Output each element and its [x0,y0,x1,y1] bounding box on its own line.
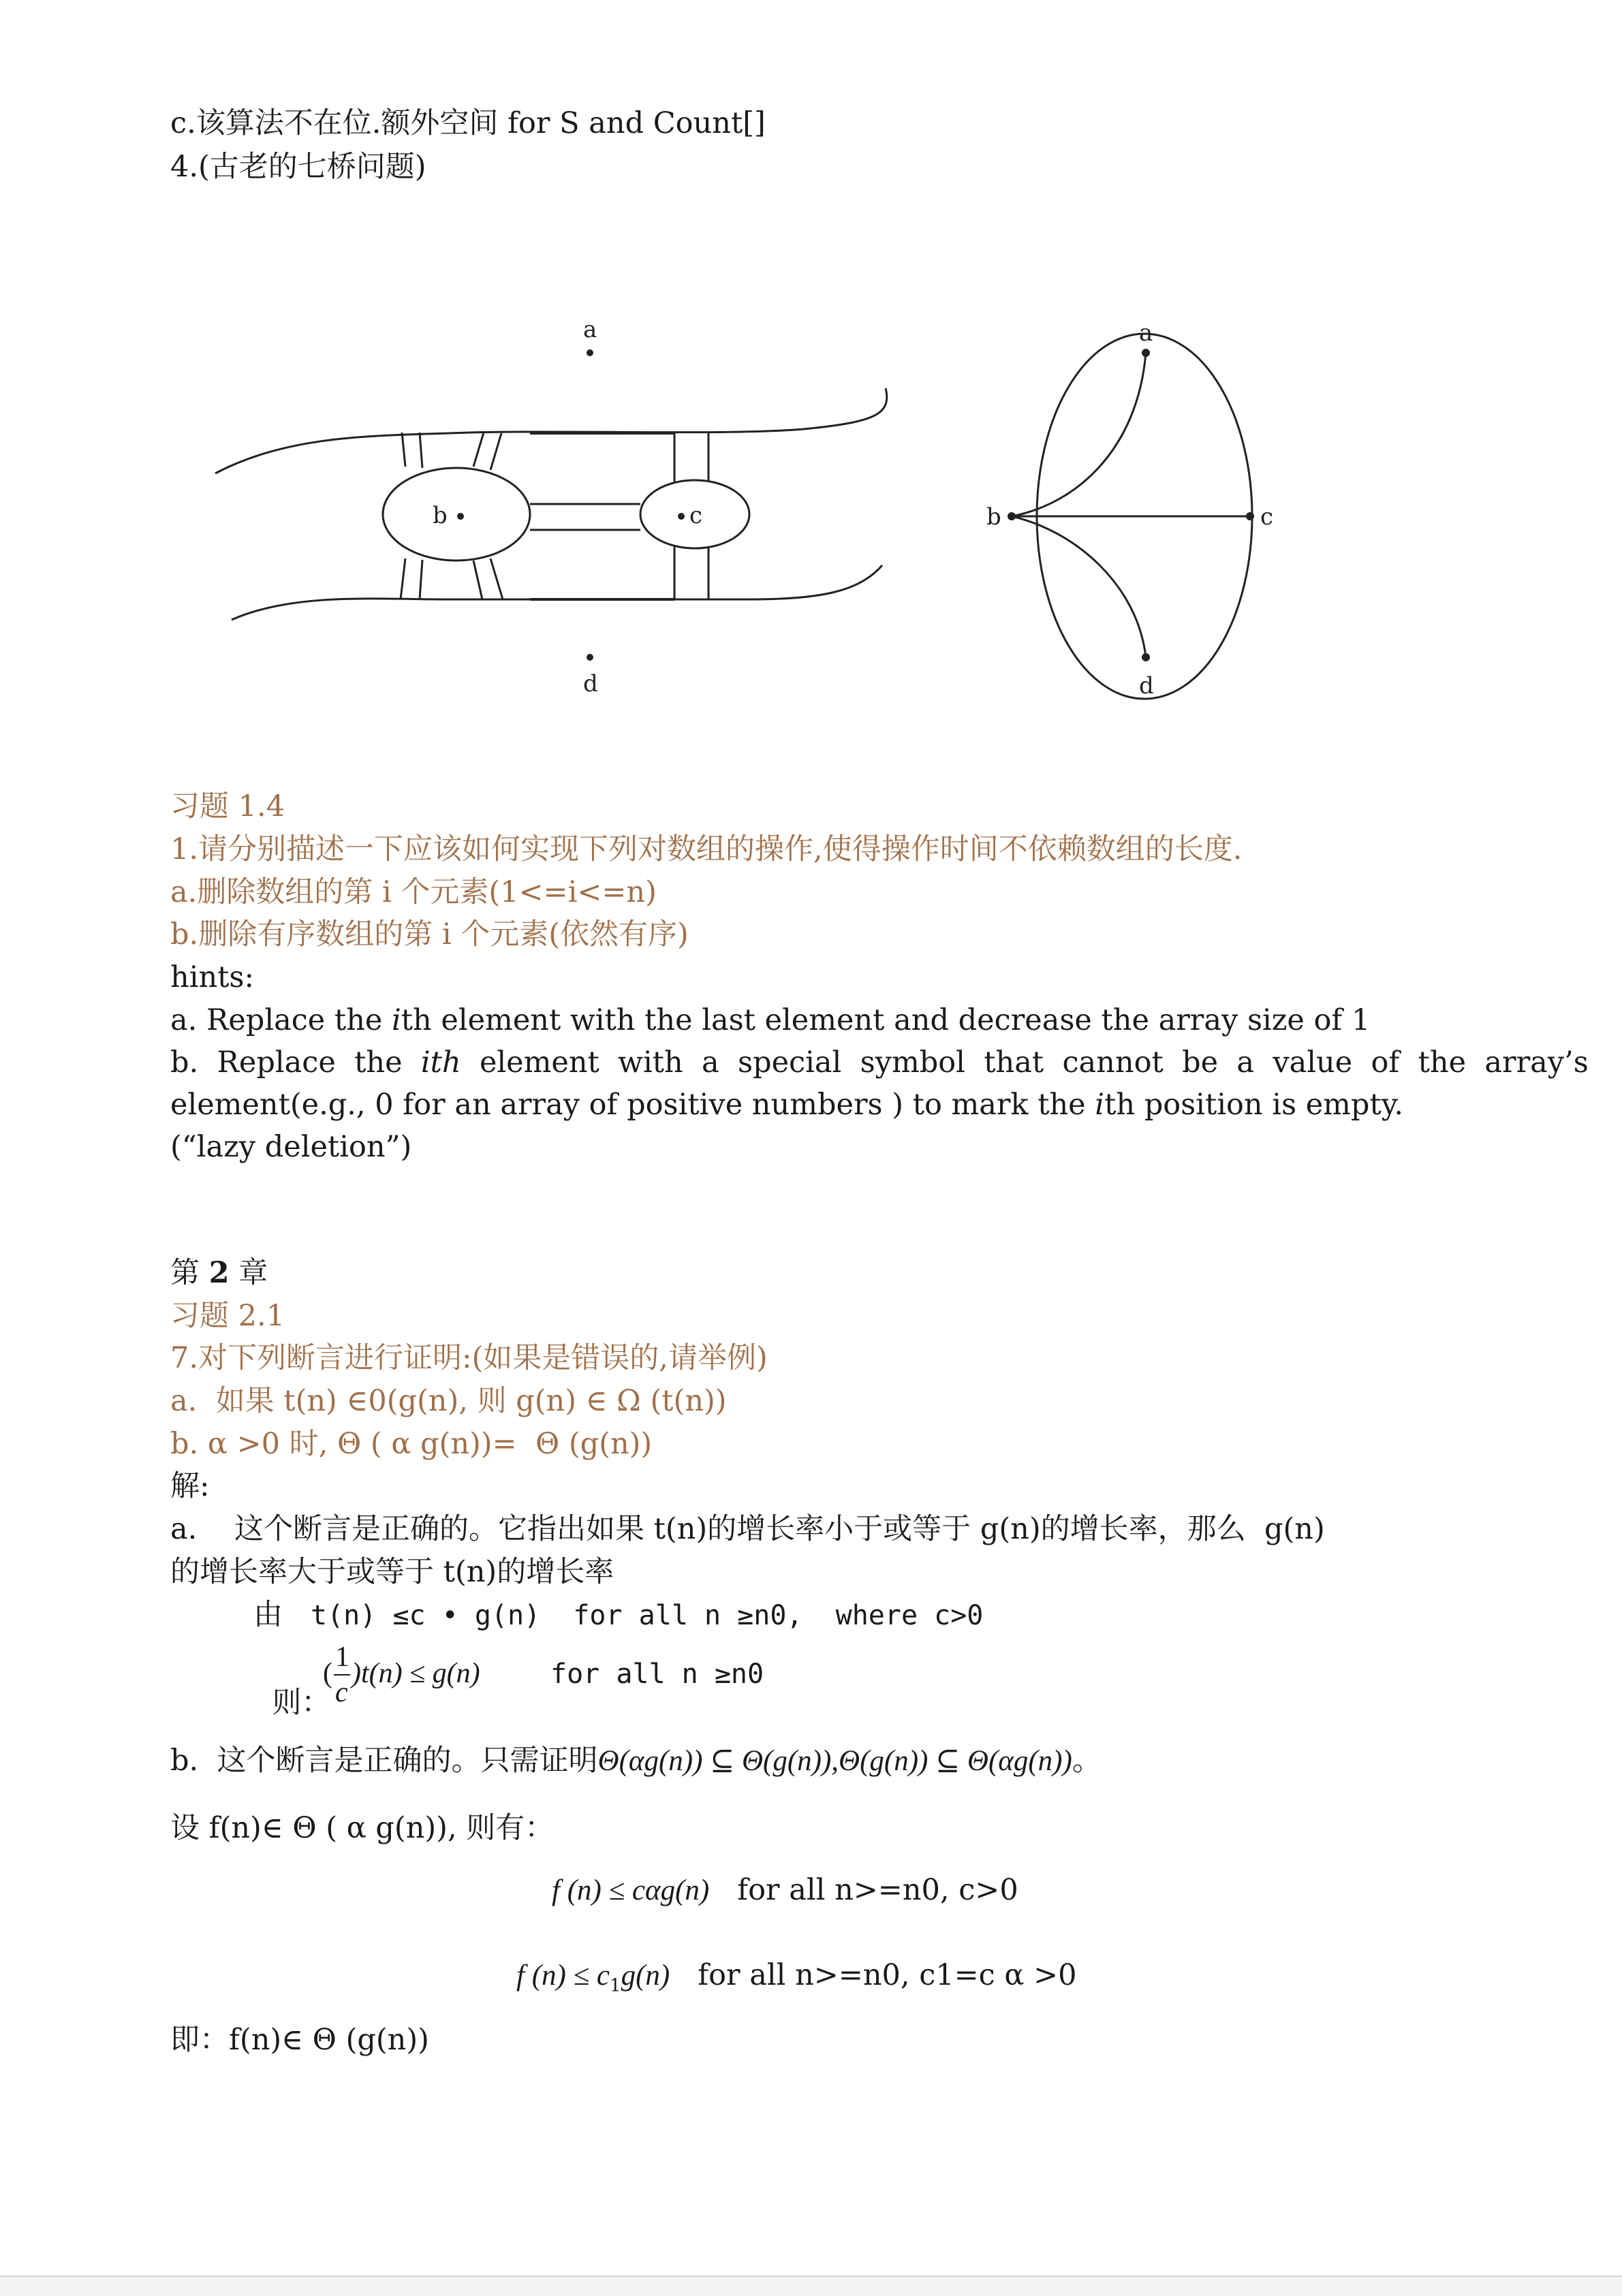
equation-2-text: for all n>=n0, c1=c α >0 [698,1958,1077,1992]
equation-2-math-b: g(n) [621,1960,670,1992]
solution-label: 解: [170,1469,210,1503]
hint-b-cont [170,1090,1403,1120]
page-bottom-edge [0,2276,1622,2296]
exercise-2-1-heading: 习题 2.1 [170,1299,285,1333]
exercise-1-4-heading: 习题 1.4 [170,789,285,823]
then-line [253,1659,330,1718]
left-label-b: b [433,502,448,529]
hint-b-part2: element with a special symbol that cannot be a value of the array’s [461,1045,1589,1080]
suppose-line: 设 f(n)∈ Θ ( α g(n)), 则有： [170,1811,555,1845]
equation-2-math-a: f (n) ≤ c [516,1960,610,1992]
hint-a-part2: th element with the last element and decrease the array size of 1 [401,1003,1371,1037]
hint-a-i: i [392,1003,401,1037]
given-inequality: t(n) ≤c • g(n) for all n ≥n0, where c>0 [311,1600,984,1631]
konigsberg-map [204,300,954,708]
lazy-deletion: (“lazy deletion”) [170,1130,412,1164]
left-dot-a [587,349,593,356]
graph-label-b: b [986,503,1001,531]
equation-1-gap [709,1873,737,1907]
hints-label: hints: [170,960,254,994]
solution-b-line [170,1746,1102,1776]
then-math: )t(n) ≤ g(n) [352,1658,480,1689]
chapter-2-part2: 章 [229,1256,268,1290]
solution-b-end: 。 [1072,1744,1102,1778]
question-1: 1.请分别描述一下应该如何实现下列对数组的操作,使得操作时间不依赖数组的长度. [170,832,1243,866]
graph-node-d [1142,653,1150,661]
hint-b-part1: b. Replace the [170,1045,421,1080]
konigsberg-graph [974,300,1288,708]
question-7: 7.对下列断言进行证明:(如果是错误的,请举例) [170,1341,768,1375]
solution-b-math: Θ(αg(n)) ⊆ Θ(g(n)),Θ(g(n)) ⊆ Θ(αg(n)) [597,1745,1072,1777]
left-label-c: c [689,502,703,529]
left-label-a: a [583,316,597,343]
then-prefix: 则： [272,1686,331,1720]
hint-b [170,1045,1589,1080]
equation-1-math: f (n) ≤ cαg(n) [552,1874,710,1906]
frac-num: 1 [335,1641,349,1673]
question-7b: b. α >0 时, Θ ( α g(n))= Θ (g(n)) [170,1427,653,1461]
left-label-d: d [583,670,598,697]
equation-1 [552,1873,1018,1907]
paren-left: ( [323,1658,332,1689]
given-line [253,1598,984,1632]
chapter-2-part1: 第 [170,1256,209,1290]
hint-b-cont-i: i [1095,1088,1105,1122]
chapter-2-heading [170,1256,268,1290]
graph-node-c [1246,512,1254,520]
equation-2 [516,1958,1077,1996]
therefore-line: 即：f(n)∈ Θ (g(n)) [170,2023,429,2057]
question-1b: b.删除有序数组的第 i 个元素(依然有序) [170,917,689,952]
line-c-space: c.该算法不在位.额外空间 for S and Count[] [170,106,766,140]
left-dot-d [587,654,593,661]
line-seven-bridges: 4.(古老的七桥问题) [170,150,426,184]
hint-a [170,1003,1371,1037]
hint-b-cont-part2: th position is empty. [1104,1088,1403,1122]
equation-2-sub: 1 [610,1975,621,1996]
given-prefix: 由 [253,1598,311,1632]
left-dot-b [457,513,464,520]
hint-b-ith: ith [420,1045,461,1080]
then-condition: for all n ≥n0 [550,1658,764,1690]
equation-2-gap [670,1958,698,1992]
graph-label-d: d [1139,672,1154,699]
graph-node-a [1142,349,1150,357]
graph-label-c: c [1260,503,1274,531]
question-7a: a. 如果 t(n) ∈0(g(n), 则 g(n) ∈ Ω (t(n)) [170,1384,727,1418]
chapter-2-number: 2 [208,1256,230,1290]
question-1a: a.删除数组的第 i 个元素(1<=i<=n) [170,875,657,909]
left-dot-c [678,513,685,520]
solution-a-line2: 的增长率大于或等于 t(n)的增长率 [170,1555,614,1589]
frac-den: c [335,1677,348,1708]
frac-bar [334,1674,350,1676]
equation-1-text: for all n>=n0, c>0 [737,1873,1018,1907]
hint-a-part1: a. Replace the [170,1003,392,1037]
hint-b-cont-part1: element(e.g., 0 for an array of positive numbers ) to mark the [170,1088,1095,1122]
graph-label-a: a [1139,319,1153,347]
solution-a-line1: a. 这个断言是正确的。它指出如果 t(n)的增长率小于或等于 g(n)的增长率，那么 g(n) [170,1512,1325,1546]
solution-b-text: b. 这个断言是正确的。只需证明 [170,1744,598,1778]
graph-node-b [1008,512,1016,520]
